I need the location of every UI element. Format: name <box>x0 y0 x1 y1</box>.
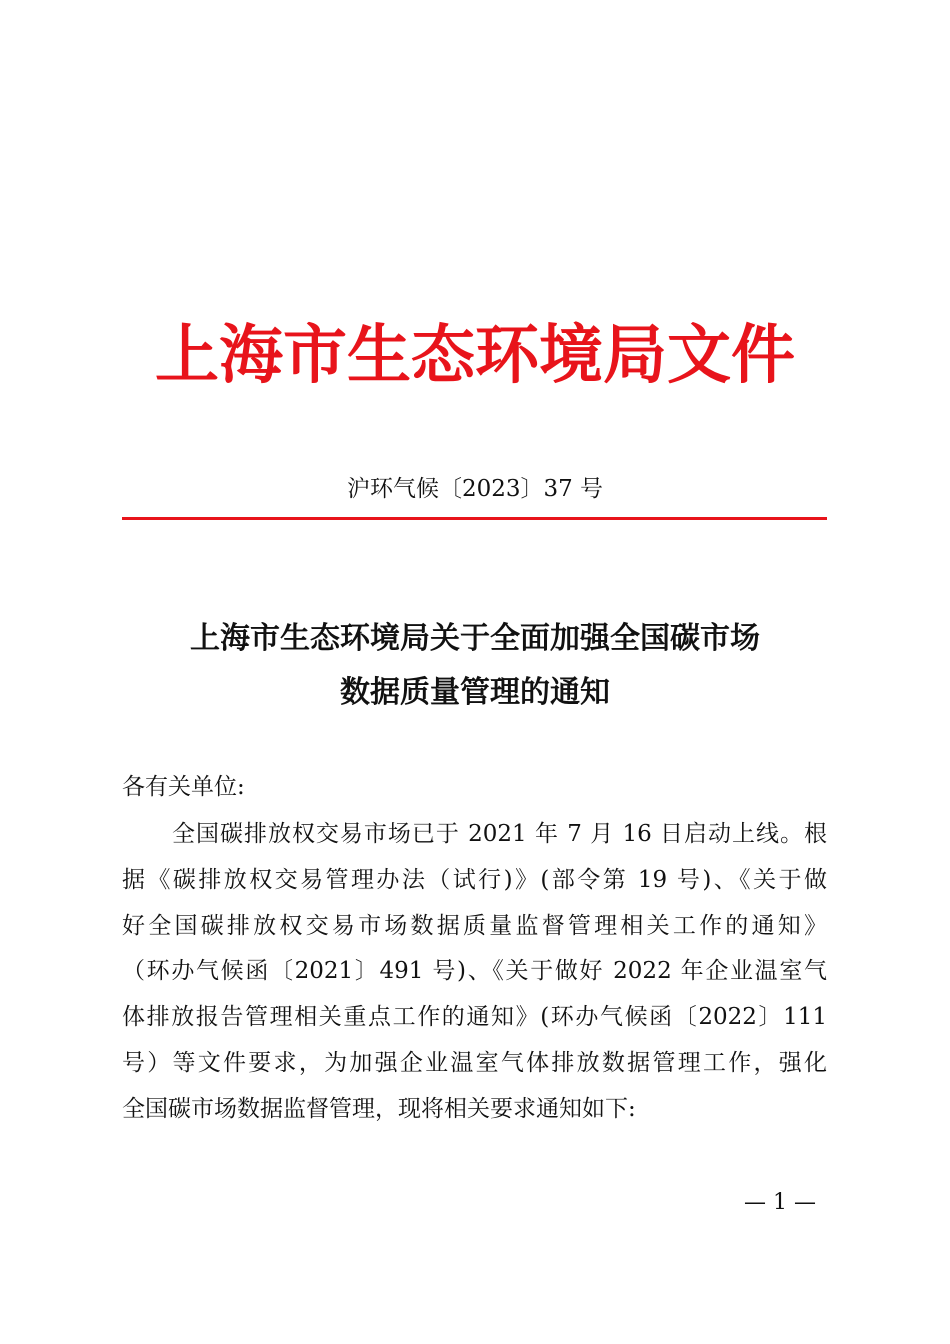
body-line: 全国碳排放权交易市场已于 2021 年 7 月 16 日启动上线。根 <box>172 821 827 847</box>
masthead-title: 上海市生态环境局文件 <box>155 319 795 393</box>
body-line: （环办气候函〔2021〕491 号)、《关于做好 2022 年企业温室气 <box>122 958 827 985</box>
red-divider-line <box>122 517 827 520</box>
body-line: 据《碳排放权交易管理办法（试行)》(部令第 19 号)、《关于做 <box>122 866 827 893</box>
body-line: 全国碳市场数据监督管理，现将相关要求通知如下: <box>122 1095 636 1122</box>
body-paragraph <box>122 814 827 1135</box>
body-line: 体排放报告管理相关重点工作的通知》(环办气候函〔2022〕111 <box>122 1004 827 1031</box>
document-title-line-2: 数据质量管理的通知 <box>340 675 610 710</box>
body-line: 号）等文件要求，为加强企业温室气体排放数据管理工作，强化 <box>122 1049 827 1076</box>
salutation: 各有关单位: <box>122 774 245 800</box>
body-line: 好全国碳排放权交易市场数据质量监督管理相关工作的通知》 <box>122 912 827 939</box>
page-number: — 1 — <box>744 1190 816 1215</box>
document-title <box>0 612 950 720</box>
document-title-line-1: 上海市生态环境局关于全面加强全国碳市场 <box>190 621 760 656</box>
document-number: 沪环气候〔2023〕37 号 <box>346 476 604 502</box>
